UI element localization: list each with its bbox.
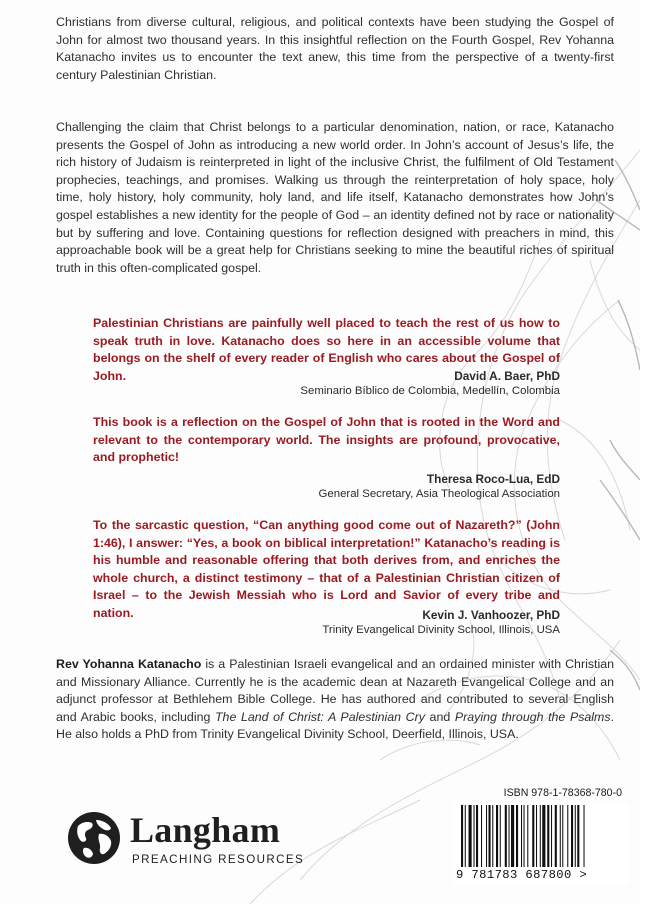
barcode-bar bbox=[555, 805, 557, 867]
barcode-bar bbox=[476, 805, 478, 867]
barcode-bar bbox=[560, 805, 561, 867]
bio-text: and bbox=[424, 709, 455, 724]
endorsement-attribution-3 bbox=[140, 608, 560, 638]
barcode-bar bbox=[481, 805, 482, 867]
publisher-name: Langham bbox=[130, 810, 281, 850]
barcode-bar bbox=[492, 805, 493, 867]
barcode-bar bbox=[489, 805, 491, 867]
endorser-affiliation: General Secretary, Asia Theological Association bbox=[318, 488, 560, 500]
book-title: Praying through the Psalms bbox=[454, 709, 611, 724]
barcode-bar bbox=[461, 805, 463, 867]
description-paragraph-1: Christians from diverse cultural, religious, and political contexts have been studying the Gospel of John for almost two thousand years. In this insightful reflection on the Fourth Gospel, Rev Yohanna Katanacho invites us to encounter the text anew, this time from the perspective of a twenty-first century Palestinian Christian. bbox=[56, 15, 614, 82]
barcode-bar bbox=[511, 805, 514, 867]
barcode-bar bbox=[551, 805, 552, 867]
barcode-bar bbox=[509, 805, 510, 867]
endorser-affiliation: Trinity Evangelical Divinity School, Illinois, USA bbox=[322, 624, 560, 636]
barcode-bar bbox=[547, 805, 549, 867]
endorsement-attribution-2 bbox=[140, 472, 560, 502]
globe-icon bbox=[66, 810, 122, 866]
endorsement-quote-2: This book is a reflection on the Gospel of John that is rooted in the Word and relevant to the contemporary world. The insights are profound, provocative, and prophetic! bbox=[93, 415, 560, 465]
barcode-bar bbox=[575, 805, 576, 867]
book-title: The Land of Christ: A Palestinian Cry bbox=[214, 709, 425, 724]
barcode-bars bbox=[461, 805, 619, 871]
barcode-bar bbox=[567, 805, 568, 867]
author-bio bbox=[56, 656, 614, 744]
endorsement-quote-3: To the sarcastic question, “Can anything good come out of Nazareth?” (John 1:46), I answer: “Yes, a book on biblical interpretation!” Katanacho’s reading is his humble and reasonable offering that both derives from, and enriches the whole church, a distinct testimony – that of a Palestinian Christian citizen of Israel – to the Jewish Messiah who is Lord and Savior of every tribe and nation. bbox=[93, 518, 560, 620]
barcode-bar bbox=[521, 805, 522, 867]
barcode-bar bbox=[571, 805, 573, 867]
endorsement-attribution-1 bbox=[140, 369, 560, 399]
endorser-name: David A. Baer, PhD bbox=[454, 369, 560, 383]
barcode-bar bbox=[469, 805, 472, 867]
publisher-subtitle: PREACHING RESOURCES bbox=[132, 853, 305, 866]
publisher-logo bbox=[66, 808, 316, 872]
barcode-bar bbox=[562, 805, 563, 867]
isbn-label: ISBN 978-1-78368-780-0 bbox=[503, 787, 622, 799]
barcode-bar bbox=[536, 805, 537, 867]
barcode-bar bbox=[584, 805, 585, 867]
barcode-bar bbox=[524, 805, 525, 867]
author-name: Rev Yohanna Katanacho bbox=[56, 657, 202, 671]
barcode-bar bbox=[496, 805, 498, 867]
barcode-digits: 9 781783 687800 > bbox=[456, 868, 588, 882]
bio-text: is a Palestinian Israeli evangelical and an ordained minister with Christian and Missionary Alliance. Currently he is the academic dean at Nazareth Evangelical College and an adjunct professor at Bethlehem Bible College. He has authored and contributed to several English and Arabic books, including bbox=[56, 657, 614, 724]
barcode-bar bbox=[527, 805, 528, 867]
page-edge bbox=[640, 0, 660, 904]
barcode-bar bbox=[532, 805, 534, 867]
barcode-bar bbox=[577, 805, 579, 867]
endorser-affiliation: Seminario Bíblico de Colombia, Medellín, Colombia bbox=[300, 385, 560, 397]
barcode-bar bbox=[542, 805, 545, 867]
barcode-bar bbox=[516, 805, 518, 867]
barcode-bar bbox=[465, 805, 466, 867]
description-paragraph-2: Challenging the claim that Christ belongs to a particular denomination, nation, or race, Katanacho presents the Gospel of John as introducing a new world order. In John’s account of Jesus’s life, the rich history of Judaism is reinterpreted in light of the inclusive Christ, the fulfilment of Old Testament prophecies, teachings, and promises. Walking us through the reinterpretation of holy space, holy time, holy history, holy community, holy land, and life itself, Katanacho demonstrates how John’s gospel establishes a new identity for the people of God – an identity defined not by race or nationality but by suffering and love. Containing questions for reflection designed with preachers in mind, this approachable book will be a great help for Christians seeking to mine the beautiful riches of spiritual truth in this often-complicated gospel. bbox=[56, 120, 614, 275]
barcode-bar bbox=[500, 805, 501, 867]
barcode-bar bbox=[505, 805, 507, 867]
endorsement-quote-1: Palestinian Christians are painfully well placed to teach the rest of us how to speak truth in love. Katanacho does so here in an accessible volume that belongs on the shelf of every reader of English who cares about the Gospel of John. bbox=[93, 316, 560, 383]
endorser-name: Kevin J. Vanhoozer, PhD bbox=[422, 608, 560, 622]
barcode bbox=[453, 803, 629, 885]
endorser-name: Theresa Roco-Lua, EdD bbox=[426, 472, 560, 486]
barcode-bar bbox=[540, 805, 541, 867]
barcode-bar bbox=[486, 805, 487, 867]
barcode-bar bbox=[474, 805, 475, 867]
bio-text: . He also holds a PhD from Trinity Evangelical Divinity School, Deerfield, Illinois, USA. bbox=[56, 709, 615, 742]
